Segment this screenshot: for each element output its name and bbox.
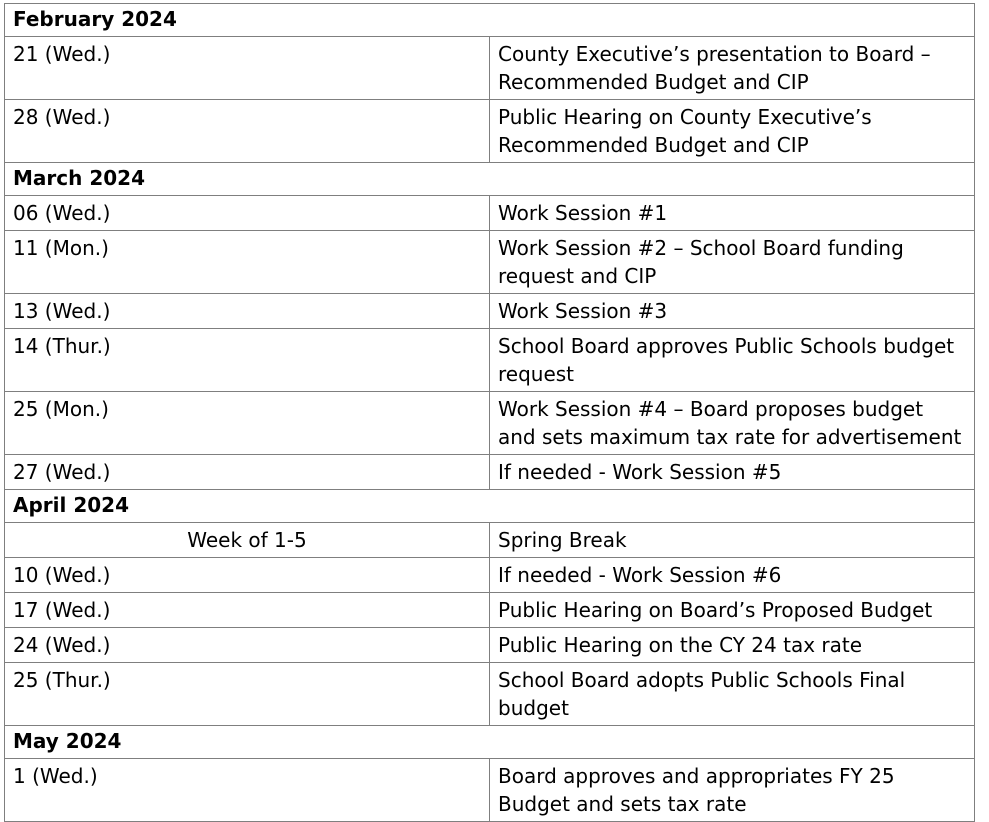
schedule-row [5,100,975,163]
event-description: Work Session #1 [490,196,975,231]
month-header-row [5,726,975,759]
schedule-row [5,523,975,558]
event-date: 10 (Wed.) [5,558,490,593]
event-description: Public Hearing on Board’s Proposed Budget [490,593,975,628]
month-header: April 2024 [5,490,975,523]
schedule-row [5,329,975,392]
event-description: County Executive’s presentation to Board – Recommended Budget and CIP [490,37,975,100]
event-date: 21 (Wed.) [5,37,490,100]
event-date: 24 (Wed.) [5,628,490,663]
event-date: 25 (Mon.) [5,392,490,455]
event-description: Public Hearing on the CY 24 tax rate [490,628,975,663]
month-header-row [5,163,975,196]
event-description: School Board adopts Public Schools Final budget [490,663,975,726]
event-description: Spring Break [490,523,975,558]
event-description: School Board approves Public Schools budget request [490,329,975,392]
schedule-row [5,455,975,490]
event-description: Work Session #3 [490,294,975,329]
schedule-row [5,663,975,726]
event-description: Board approves and appropriates FY 25 Budget and sets tax rate [490,759,975,822]
budget-schedule-table [4,3,975,822]
schedule-row [5,593,975,628]
month-header: May 2024 [5,726,975,759]
schedule-row [5,294,975,329]
event-date: 13 (Wed.) [5,294,490,329]
schedule-row [5,392,975,455]
schedule-body [5,4,975,822]
event-date: 1 (Wed.) [5,759,490,822]
event-description: Public Hearing on County Executive’s Recommended Budget and CIP [490,100,975,163]
event-date: 06 (Wed.) [5,196,490,231]
schedule-row [5,558,975,593]
event-date: 11 (Mon.) [5,231,490,294]
event-description: Work Session #4 – Board proposes budget and sets maximum tax rate for advertisement [490,392,975,455]
month-header: March 2024 [5,163,975,196]
month-header-row [5,4,975,37]
event-date: 28 (Wed.) [5,100,490,163]
schedule-row [5,231,975,294]
event-date: 27 (Wed.) [5,455,490,490]
month-header-row [5,490,975,523]
event-description: Work Session #2 – School Board funding request and CIP [490,231,975,294]
month-header: February 2024 [5,4,975,37]
event-description: If needed - Work Session #6 [490,558,975,593]
schedule-row [5,759,975,822]
event-date: 17 (Wed.) [5,593,490,628]
schedule-row [5,196,975,231]
event-date: 25 (Thur.) [5,663,490,726]
event-description: If needed - Work Session #5 [490,455,975,490]
event-date: 14 (Thur.) [5,329,490,392]
schedule-row [5,628,975,663]
event-date: Week of 1-5 [5,523,490,558]
schedule-row [5,37,975,100]
